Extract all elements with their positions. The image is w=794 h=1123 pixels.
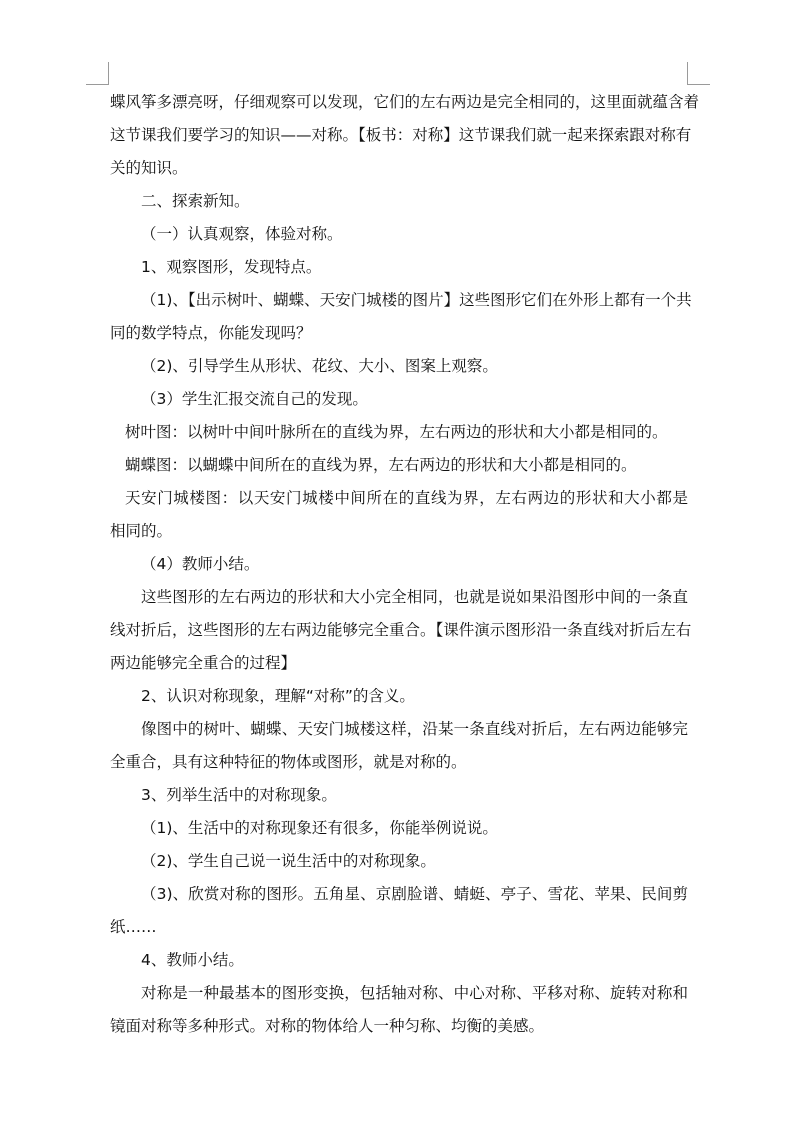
- text-line: （2)、引导学生从形状、花纹、大小、图案上观察。: [141, 357, 498, 375]
- text-line: （3）学生汇报交流自己的发现。: [141, 390, 368, 408]
- text-line: 关的知识。: [110, 159, 188, 177]
- text-line: （2)、学生自己说一说生活中的对称现象。: [141, 852, 436, 870]
- text-line: 同的数学特点，你能发现吗？: [110, 324, 312, 342]
- document-body: [110, 92, 700, 1049]
- text-line: 像图中的树叶、蝴蝶、天安门城楼这样，沿某一条直线对折后，左右两边能够完: [141, 720, 688, 738]
- crop-mark-top-right: [687, 62, 710, 85]
- text-line: 树叶图：以树叶中间叶脉所在的直线为界，左右两边的形状和大小都是相同的。: [125, 423, 668, 441]
- text-line: 二、探索新知。: [141, 192, 250, 210]
- text-line: 镜面对称等多种形式。对称的物体给人一种匀称、均衡的美感。: [110, 1017, 545, 1035]
- text-line: 这节课我们要学习的知识——对称。【板书：对称】这节课我们就一起来探索跟对称有: [110, 126, 692, 144]
- text-line: 相同的。: [110, 522, 173, 540]
- text-line: （1)、生活中的对称现象还有很多，你能举例说说。: [141, 819, 498, 837]
- text-line: 对称是一种最基本的图形变换，包括轴对称、中心对称、平移对称、旋转对称和: [141, 984, 688, 1002]
- text-line: 1、观察图形，发现特点。: [141, 258, 322, 276]
- text-line: 2、认识对称现象，理解“对称”的含义。: [141, 687, 415, 705]
- text-line: 全重合，具有这种特征的物体或图形，就是对称的。: [110, 753, 467, 771]
- text-line: 4、教师小结。: [141, 951, 244, 969]
- text-line: （3)、欣赏对称的图形。五角星、京剧脸谱、蜻蜓、亭子、雪花、苹果、民间剪: [141, 885, 688, 903]
- text-line: 纸……: [110, 918, 157, 936]
- text-line: 天安门城楼图：以天安门城楼中间所在的直线为界，左右两边的形状和大小都是: [125, 489, 688, 507]
- text-line: 3、列举生活中的对称现象。: [141, 786, 337, 804]
- text-line: （一）认真观察，体验对称。: [141, 225, 343, 243]
- text-line: 蝴蝶图：以蝴蝶中间所在的直线为界，左右两边的形状和大小都是相同的。: [125, 456, 637, 474]
- text-line: 蝶风筝多漂亮呀，仔细观察可以发现，它们的左右两边是完全相同的，这里面就蕴含着: [110, 93, 700, 111]
- crop-mark-top-left: [86, 62, 109, 85]
- text-line: 两边能够完全重合的过程】: [110, 654, 297, 672]
- text-line: 线对折后，这些图形的左右两边能够完全重合。【课件演示图形沿一条直线对折后左右: [110, 621, 692, 639]
- text-line: （4）教师小结。: [141, 555, 260, 573]
- text-line: （1)、【出示树叶、蝴蝶、天安门城楼的图片】这些图形它们在外形上都有一个共: [141, 291, 692, 309]
- text-line: 这些图形的左右两边的形状和大小完全相同，也就是说如果沿图形中间的一条直: [141, 588, 688, 606]
